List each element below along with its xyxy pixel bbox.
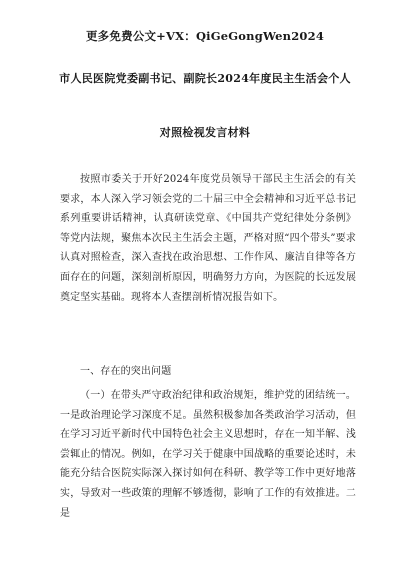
intro-paragraph-block: [60, 170, 356, 307]
watermark-header: 更多免费公文+VX：QiGeGongWen2024: [85, 29, 325, 43]
document-title-line-2: 对照检视发言材料: [159, 126, 251, 139]
intro-paragraph: 按照市委关于开好2024年度党员领导干部民主生活会的有关要求，本人深入学习领会党的二十届三中全会精神和习近平总书记系列重要讲话精神，认真研读党章、《中国共产党纪律处分条例》等党内法规，聚焦本次民主生活会主题，严格对照“四个带头”要求认真对照检查，深入查找在政治思想、工作作风、廉洁自律等各方面存在的问题，深刻剖析原因，明确努力方向，为医院的长远发展奠定坚实基础。现将本人查摆剖析情况报告如下。: [60, 174, 356, 303]
issue-paragraph: （一）在带头严守政治纪律和政治规矩，维护党的团结统一。一是政治理论学习深度不足。虽然积极参加各类政治学习活动，但在学习习近平新时代中国特色社会主义思想时，存在一知半解、浅尝辄止的情况。例如，在学习关于健康中国战略的重要论述时，未能充分结合医院实际深入探讨如何在科研、教学等工作中更好地落实，导致对一些政策的理解不够透彻，影响了工作的有效推进。二是: [60, 390, 356, 519]
issue-paragraph-block: [60, 386, 356, 523]
section-heading: 一、存在的突出问题: [80, 366, 172, 377]
section-heading-block: [60, 362, 356, 382]
document-title-line-1: 市人民医院党委副书记、副院长2024年度民主生活会个人: [59, 72, 351, 85]
